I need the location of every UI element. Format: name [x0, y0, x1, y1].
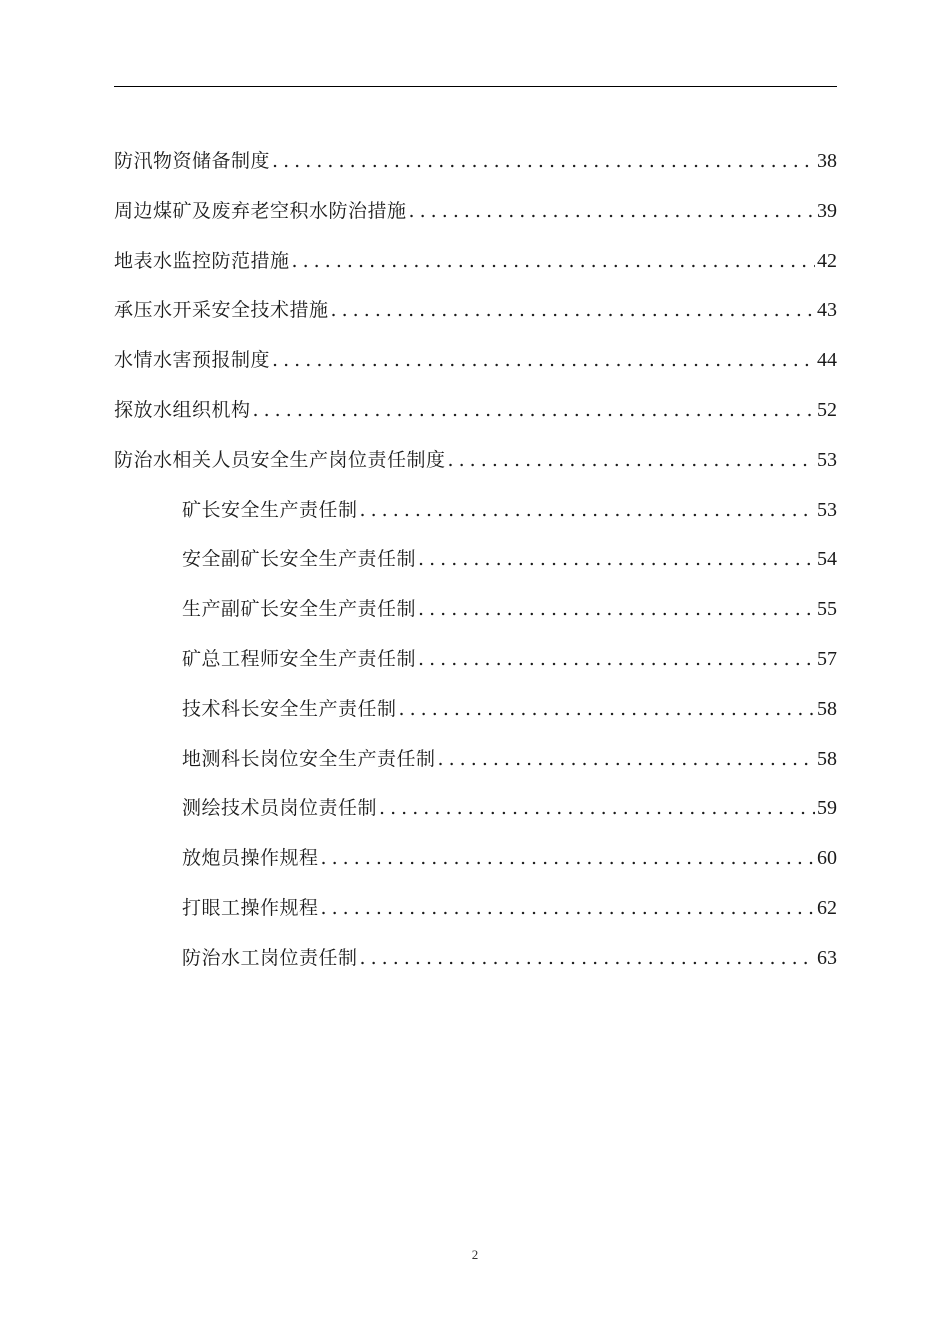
toc-dot-leader — [360, 934, 815, 984]
toc-entry[interactable] — [114, 137, 837, 187]
toc-entry-title: 地表水监控防范措施 — [114, 249, 290, 272]
toc-entry[interactable] — [114, 237, 837, 287]
toc-subentry[interactable] — [114, 635, 837, 685]
toc-entry-title: 防汛物资储备制度 — [114, 150, 271, 172]
toc-entry-page: 62 — [817, 896, 837, 919]
toc-entry-title: 防治水相关人员安全生产岗位责任制度 — [114, 448, 446, 471]
toc-entry[interactable] — [114, 187, 837, 237]
toc-entry-title: 技术科长安全生产责任制 — [182, 697, 397, 720]
toc-entry-title: 承压水开采安全技术措施 — [114, 299, 329, 322]
toc-entry-title: 生产副矿长安全生产责任制 — [182, 598, 417, 621]
toc-subentry[interactable] — [114, 934, 837, 984]
toc-entry-title: 地测科长岗位安全生产责任制 — [182, 747, 436, 770]
toc-entry-title: 测绘技术员岗位责任制 — [182, 797, 378, 820]
toc-dot-leader — [409, 187, 815, 237]
toc-entry-page: 39 — [817, 199, 837, 222]
toc-entry-title: 水情水害预报制度 — [114, 349, 271, 372]
toc-entry[interactable] — [114, 286, 837, 336]
toc-dot-leader — [292, 237, 815, 287]
table-of-contents — [114, 137, 837, 984]
header-rule — [114, 86, 837, 87]
toc-entry-page: 63 — [817, 946, 837, 969]
toc-entry-page: 43 — [817, 299, 837, 322]
toc-entry-page: 44 — [817, 349, 837, 372]
toc-entry-page: 52 — [817, 398, 837, 421]
toc-subentry[interactable] — [114, 784, 837, 834]
toc-entry-title: 矿长安全生产责任制 — [182, 498, 358, 521]
toc-dot-leader — [448, 436, 815, 486]
toc-dot-leader — [321, 834, 815, 884]
toc-dot-leader — [331, 286, 815, 336]
toc-dot-leader — [379, 784, 815, 834]
toc-subentry[interactable] — [114, 834, 837, 884]
toc-entry-title: 探放水组织机构 — [114, 398, 251, 421]
toc-entry-title: 矿总工程师安全生产责任制 — [182, 647, 417, 670]
toc-entry-page: 57 — [817, 647, 837, 670]
toc-entry-title: 放炮员操作规程 — [182, 847, 319, 870]
toc-subentry[interactable] — [114, 735, 837, 785]
toc-entry-page: 58 — [817, 747, 837, 770]
toc-entry-title: 打眼工操作规程 — [182, 896, 319, 919]
toc-entry-title: 周边煤矿及废弃老空积水防治措施 — [114, 199, 407, 222]
toc-entry-page: 59 — [817, 797, 837, 820]
toc-dot-leader — [418, 585, 815, 635]
toc-entry-page: 53 — [817, 448, 837, 471]
toc-entry-page: 38 — [817, 150, 837, 172]
toc-dot-leader — [321, 884, 815, 934]
toc-subentry[interactable] — [114, 486, 837, 536]
toc-dot-leader — [399, 685, 815, 735]
toc-entry-title: 防治水工岗位责任制 — [182, 946, 358, 969]
toc-subentry[interactable] — [114, 685, 837, 735]
toc-subentry[interactable] — [114, 535, 837, 585]
toc-dot-leader — [438, 735, 815, 785]
toc-subentry[interactable] — [114, 884, 837, 934]
toc-subentry[interactable] — [114, 585, 837, 635]
toc-dot-leader — [418, 635, 815, 685]
page-number: 2 — [471, 1247, 479, 1262]
toc-dot-leader — [272, 336, 815, 386]
toc-entry[interactable] — [114, 336, 837, 386]
toc-entry-page: 60 — [817, 847, 837, 870]
toc-entry-title: 安全副矿长安全生产责任制 — [182, 548, 417, 571]
toc-dot-leader — [360, 486, 815, 536]
toc-entry-page: 58 — [817, 697, 837, 720]
toc-dot-leader — [253, 386, 815, 436]
toc-entry-page: 54 — [817, 548, 837, 571]
toc-entry-page: 42 — [817, 249, 837, 272]
toc-dot-leader — [418, 535, 815, 585]
toc-entry[interactable] — [114, 386, 837, 436]
toc-dot-leader — [272, 137, 815, 187]
toc-entry-page: 55 — [817, 598, 837, 621]
toc-entry[interactable] — [114, 436, 837, 486]
toc-entry-page: 53 — [817, 498, 837, 521]
